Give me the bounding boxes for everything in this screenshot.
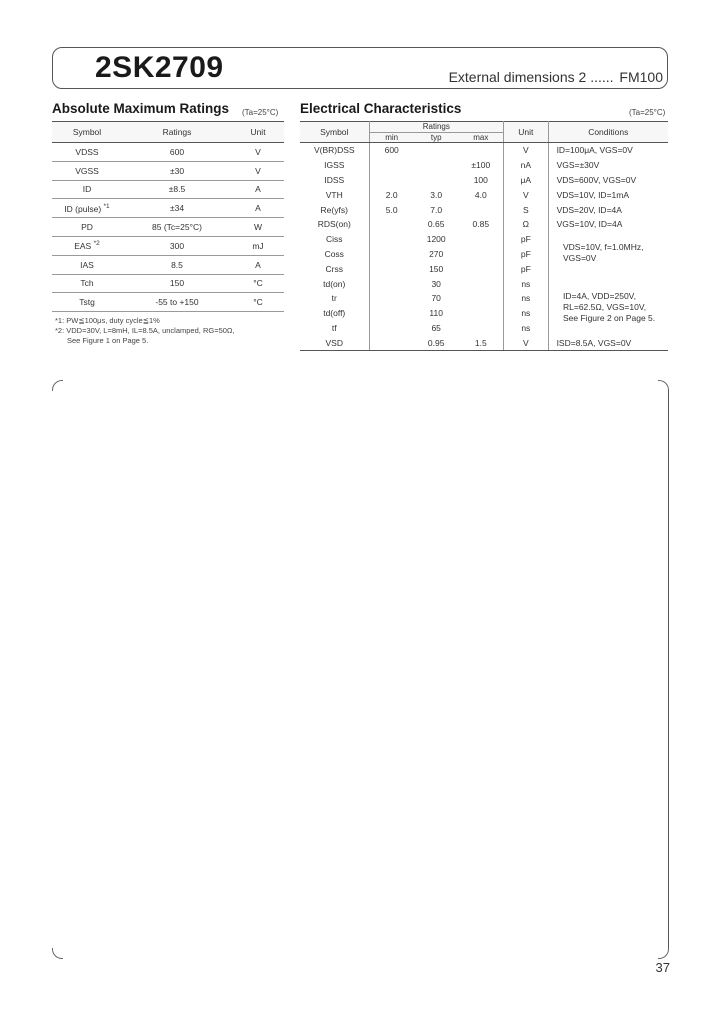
amr-col-unit: Unit: [232, 122, 284, 143]
amr-symbol-text: Tstg: [79, 297, 95, 308]
external-dimensions: [449, 68, 663, 86]
ec-symbol: Ciss: [300, 232, 369, 247]
ec-max: ±100: [458, 158, 503, 173]
external-dimensions-label: External dimensions 2 ......: [448, 69, 614, 85]
ec-max: 100: [458, 173, 503, 188]
ec-typ: 7.0: [430, 204, 443, 215]
amr-symbol: [52, 199, 122, 218]
amr-row: [52, 236, 284, 255]
amr-unit: °C: [232, 274, 284, 293]
amr-symbol-text: IAS: [80, 259, 94, 270]
ec-row: [300, 158, 668, 173]
amr-symbol-text: ID: [82, 184, 92, 195]
ec-max: [458, 143, 503, 158]
amr-rating: 8.5: [122, 255, 232, 274]
ec-condition-cell: ID=100μA, VGS=0V: [556, 145, 633, 156]
package-code: FM100: [619, 69, 663, 85]
amr-unit: A: [232, 199, 284, 218]
ec-max: 0.85: [458, 217, 503, 232]
ec-condition-cell: VGS=10V, ID=4A: [556, 219, 623, 230]
amr-symbol: [52, 274, 122, 293]
ec-unit: μA: [504, 173, 548, 188]
ec-unit: pF: [504, 261, 548, 276]
frame-corner-top-left: [52, 380, 63, 391]
ec-symbol: td(off): [300, 306, 369, 321]
ec-unit: ns: [504, 321, 548, 336]
ec-typ: 110: [429, 308, 443, 319]
ec-min: 2.0: [385, 189, 398, 200]
amr-symbol: [52, 236, 122, 255]
amr-rating: 300: [122, 236, 232, 255]
ec-min: [369, 261, 414, 276]
ec-max: [458, 232, 503, 247]
ec-unit: Ω: [504, 217, 548, 232]
ec-typ: 70: [431, 293, 441, 304]
ec-condition-cell: VDS=10V, ID=1mA: [556, 189, 630, 200]
ec-max: [458, 291, 503, 306]
amr-unit: mJ: [232, 236, 284, 255]
ec-typ: 30: [431, 278, 441, 289]
ec-min: [369, 158, 414, 173]
ec-unit: pF: [504, 232, 548, 247]
ec-unit: ns: [504, 276, 548, 291]
amr-unit: A: [232, 255, 284, 274]
ec-row: [300, 202, 668, 217]
ec-typ: 0.95: [414, 335, 459, 350]
amr-rating: 85 (Tc=25°C): [122, 218, 232, 237]
page-number: 37: [655, 960, 670, 975]
ec-min: [369, 276, 414, 291]
amr-footnote-marker: *1: [103, 202, 110, 210]
ec-row: [300, 335, 668, 350]
ec-max: 4.0: [458, 187, 503, 202]
ec-title: Electrical Characteristics: [300, 101, 462, 116]
ec-col-conditions: Conditions: [548, 122, 668, 143]
part-number: 2SK2709: [95, 51, 224, 84]
amr-row: [52, 180, 284, 199]
ec-min: [369, 291, 414, 306]
ec-typ: 1200: [426, 234, 446, 245]
switching-conditions: [563, 291, 655, 324]
ec-symbol: IDSS: [300, 173, 369, 188]
amr-rating: 600: [122, 143, 232, 162]
ec-symbol: tf: [300, 321, 369, 336]
ec-min: [369, 217, 414, 232]
ec-min: [369, 247, 414, 262]
frame-right-edge: [668, 390, 669, 948]
amr-row: [52, 293, 284, 312]
amr-symbol-text: ID (pulse): [64, 203, 102, 214]
amr-unit: W: [232, 218, 284, 237]
ec-max: [458, 321, 503, 336]
absolute-maximum-ratings-table: [52, 121, 284, 312]
amr-footnote-1: *1: PW≦100μs, duty cycle≦1%: [55, 316, 160, 325]
ec-typ: 0.65: [427, 219, 445, 230]
amr-symbol-text: PD: [81, 222, 93, 233]
ec-max: [458, 261, 503, 276]
amr-row: [52, 274, 284, 293]
ec-typ: [414, 173, 459, 188]
ec-condition-cell: VDS=20V, ID=4A: [556, 204, 622, 215]
ec-max: [458, 276, 503, 291]
ec-typ: 270: [429, 248, 444, 259]
sw-cond-line-2: RL=62.5Ω, VGS=10V,: [563, 302, 647, 312]
ec-condition-cell: VDS=600V, VGS=0V: [556, 174, 637, 185]
ec-header-row: [300, 122, 668, 133]
amr-symbol-text: EAS: [74, 241, 92, 252]
ec-col-min: min: [369, 132, 414, 143]
ec-unit: pF: [504, 247, 548, 262]
amr-unit: V: [232, 161, 284, 180]
ec-unit: V: [504, 143, 548, 158]
amr-symbol-text: VDSS: [75, 146, 99, 157]
amr-row: [52, 143, 284, 162]
ec-symbol: tr: [300, 291, 369, 306]
ec-max: [458, 247, 503, 262]
amr-symbol: [52, 180, 122, 199]
ec-col-ratings: Ratings: [369, 122, 504, 133]
amr-symbol-text: VGSS: [75, 165, 99, 176]
ec-row: [300, 217, 668, 232]
ec-max: [458, 306, 503, 321]
ec-min: [369, 173, 414, 188]
amr-unit: °C: [232, 293, 284, 312]
sw-cond-line-3: See Figure 2 on Page 5.: [563, 313, 656, 323]
ec-typ: 65: [431, 322, 441, 333]
ec-symbol: td(on): [300, 276, 369, 291]
ec-symbol: RDS(on): [300, 217, 369, 232]
ec-symbol: VTH: [300, 187, 369, 202]
ec-col-typ: typ: [414, 132, 459, 143]
amr-symbol: [52, 255, 122, 274]
ec-condition-cell: ISD=8.5A, VGS=0V: [548, 335, 668, 350]
ec-row: [300, 187, 668, 202]
amr-rating: 150: [122, 274, 232, 293]
amr-rating: -55 to +150: [122, 293, 232, 312]
amr-header-row: [52, 122, 284, 143]
amr-unit: A: [232, 180, 284, 199]
amr-row: [52, 218, 284, 237]
ec-min: [369, 321, 414, 336]
amr-symbol: [52, 161, 122, 180]
ec-condition-cell: [548, 276, 668, 291]
ec-col-unit: Unit: [504, 122, 548, 143]
amr-row: [52, 255, 284, 274]
ec-symbol: V(BR)DSS: [300, 143, 369, 158]
ec-min: [369, 306, 414, 321]
sw-cond-line-1: ID=4A, VDD=250V,: [563, 291, 636, 301]
ec-symbol: IGSS: [300, 158, 369, 173]
ec-unit: ns: [504, 306, 548, 321]
ec-row: [300, 276, 668, 291]
capacitance-conditions: [563, 242, 643, 264]
ec-symbol: Re(yfs): [300, 202, 369, 217]
amr-title: Absolute Maximum Ratings: [52, 101, 230, 116]
ec-typ: [414, 143, 459, 158]
ec-typ: 3.0: [430, 189, 443, 200]
ec-unit: S: [504, 202, 548, 217]
ec-unit: nA: [504, 158, 548, 173]
ec-symbol: VSD: [300, 335, 369, 350]
frame-corner-bottom-right: [658, 948, 669, 959]
ec-symbol: Coss: [300, 247, 369, 262]
ec-col-symbol: Symbol: [300, 122, 369, 143]
ec-col-max: max: [458, 132, 503, 143]
ec-row: [300, 173, 668, 188]
amr-symbol: [52, 218, 122, 237]
cap-cond-line-2: VGS=0V: [563, 253, 597, 263]
amr-row: [52, 161, 284, 180]
amr-row: [52, 199, 284, 218]
amr-col-symbol: Symbol: [52, 122, 122, 143]
ec-min: 600: [384, 145, 399, 156]
amr-col-ratings: Ratings: [122, 122, 232, 143]
amr-unit: V: [232, 143, 284, 162]
amr-footnote-2: *2: VDD=30V, L=8mH, IL=8.5A, unclamped, RG=50Ω,: [55, 326, 235, 335]
ec-max: [458, 202, 503, 217]
amr-symbol-text: Tch: [80, 278, 94, 289]
amr-symbol: [52, 293, 122, 312]
frame-corner-bottom-left: [52, 948, 63, 959]
ec-condition: (Ta=25°C): [629, 108, 666, 117]
ec-min: 5.0: [385, 204, 398, 215]
ec-symbol: Crss: [300, 261, 369, 276]
amr-rating: ±34: [122, 199, 232, 218]
ec-min: [369, 335, 414, 350]
ec-typ: 150: [429, 263, 444, 274]
amr-rating: ±30: [122, 161, 232, 180]
amr-rating: ±8.5: [122, 180, 232, 199]
ec-unit: ns: [504, 291, 548, 306]
ec-min: [369, 232, 414, 247]
ec-condition-cell: VGS=±30V: [556, 160, 600, 171]
amr-condition: (Ta=25°C): [242, 108, 279, 117]
amr-footnote-3: See Figure 1 on Page 5.: [67, 336, 149, 345]
cap-cond-line-1: VDS=10V, f=1.0MHz,: [563, 242, 644, 252]
ec-typ: [414, 158, 459, 173]
ec-max: 1.5: [458, 335, 503, 350]
ec-row: [300, 143, 668, 158]
ec-unit: V: [504, 335, 548, 350]
amr-symbol: [52, 143, 122, 162]
amr-footnote-marker: *2: [93, 240, 100, 248]
ec-unit: V: [504, 187, 548, 202]
